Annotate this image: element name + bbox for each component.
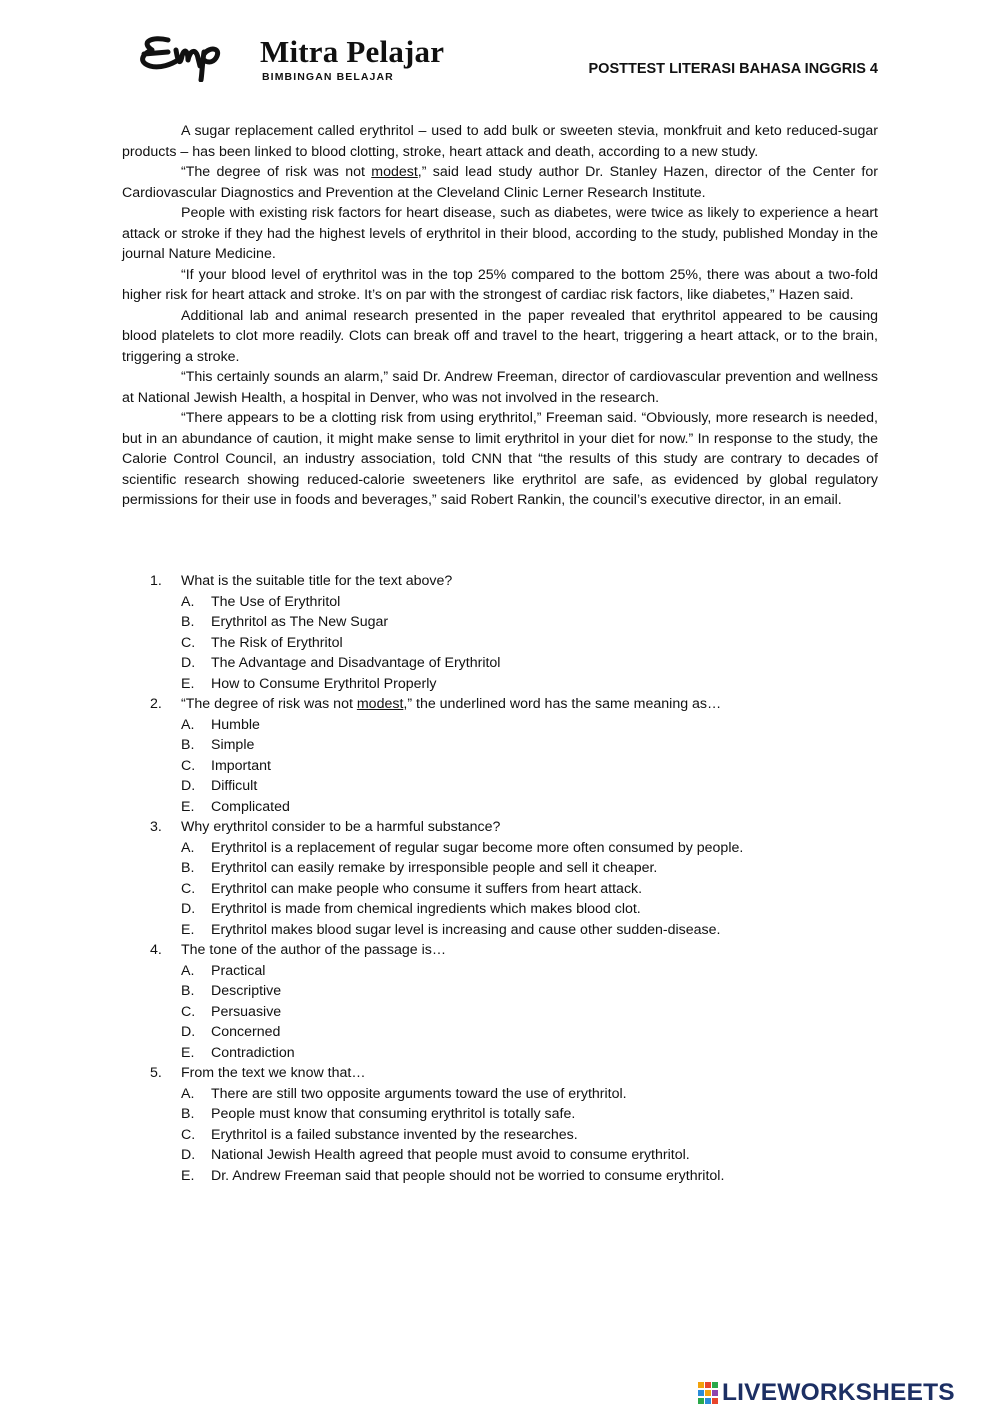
option-letter: B. xyxy=(181,860,195,876)
question-text-part: ,” the underlined word has the same meaning as… xyxy=(403,696,722,712)
answer-option[interactable] xyxy=(181,961,890,982)
option-text: Humble xyxy=(211,716,260,733)
logo-subtitle: BIMBINGAN BELAJAR xyxy=(262,71,394,83)
option-text: There are still two opposite arguments toward the use of erythritol. xyxy=(211,1085,627,1102)
answer-option[interactable] xyxy=(181,612,890,633)
answer-option[interactable] xyxy=(181,838,890,859)
answer-option[interactable] xyxy=(181,633,890,654)
option-letter: C. xyxy=(181,757,196,774)
option-text: Contradiction xyxy=(211,1044,295,1061)
liveworksheets-watermark[interactable] xyxy=(697,1379,993,1409)
option-text: Practical xyxy=(211,962,266,979)
option-text: Important xyxy=(211,757,271,774)
option-letter: E. xyxy=(181,1044,195,1061)
option-letter: C. xyxy=(181,634,196,651)
option-letter: A. xyxy=(181,962,195,979)
option-text: Concerned xyxy=(211,1024,281,1040)
passage-text: ,” said lead study author Dr. Stanley Hazen, director of the Center for Cardiovascular Diagnostics and Prevention at the Cleveland Clinic Lerner Research Institute. xyxy=(122,164,878,201)
question-number: 4. xyxy=(150,942,162,958)
liveworksheets-logo-icon xyxy=(697,1381,719,1405)
answer-option[interactable] xyxy=(181,858,890,879)
answer-option[interactable] xyxy=(181,674,890,695)
test-title: POSTTEST LITERASI BAHASA INGGRIS 4 xyxy=(588,61,878,77)
option-text: Dr. Andrew Freeman said that people should not be worried to consume erythritol. xyxy=(211,1167,725,1184)
question-number: 3. xyxy=(150,819,162,835)
option-letter: E. xyxy=(181,921,195,938)
option-letter: E. xyxy=(181,675,195,692)
answer-option[interactable] xyxy=(181,899,890,920)
answer-option[interactable] xyxy=(181,1145,890,1166)
option-letter: C. xyxy=(181,1126,196,1143)
option-letter: A. xyxy=(181,1085,195,1102)
option-text: Erythritol can easily remake by irresponsible people and sell it cheaper. xyxy=(211,860,658,876)
passage-paragraph: People with existing risk factors for heart disease, such as diabetes, were twice as likely to experience a heart attack or stroke if they had the highest levels of erythritol in their blood, according to the study, published Monday in the journal Nature Medicine. xyxy=(122,205,878,262)
reading-passage xyxy=(122,121,878,511)
option-letter: A. xyxy=(181,839,195,856)
underlined-word: modest xyxy=(371,164,418,180)
passage-paragraph xyxy=(122,162,878,203)
passage-paragraph: “There appears to be a clotting risk from using erythritol,” Freeman said. “Obviously, more research is needed, but in an abundance of caution, it might make sense to limit erythritol in your diet for now.” In response to the study, the Calorie Control Council, an industry association, told CNN that “the results of this study are contrary to decades of scientific research showing reduced-calorie sweeteners like erythritol are safe, as evidenced by global regulatory permissions for their use in foods and beverages,” said Robert Rankin, the council’s executive director, in an email. xyxy=(122,410,878,508)
option-text: The Risk of Erythritol xyxy=(211,634,343,651)
option-text: Erythritol can make people who consume it suffers from heart attack. xyxy=(211,880,643,897)
question-2 xyxy=(150,694,890,817)
answer-option[interactable] xyxy=(181,1043,890,1064)
option-letter: E. xyxy=(181,1167,195,1184)
answer-option[interactable] xyxy=(181,776,890,797)
option-letter: D. xyxy=(181,655,196,671)
question-number: 2. xyxy=(150,696,162,712)
option-letter: D. xyxy=(181,901,196,917)
emp-logo-mark-icon xyxy=(138,32,258,82)
option-text: Erythritol is a failed substance invented by the researches. xyxy=(211,1126,578,1143)
option-text: Descriptive xyxy=(211,983,282,999)
answer-option[interactable] xyxy=(181,981,890,1002)
option-letter: B. xyxy=(181,614,195,630)
answer-option[interactable] xyxy=(181,920,890,941)
option-text: Simple xyxy=(211,737,255,753)
option-text: Erythritol as The New Sugar xyxy=(211,614,389,630)
answer-option[interactable] xyxy=(181,1084,890,1105)
option-text: Complicated xyxy=(211,798,290,815)
question-list xyxy=(150,571,890,1186)
option-letter: B. xyxy=(181,983,195,999)
option-text: How to Consume Erythritol Properly xyxy=(211,675,437,692)
option-text: Persuasive xyxy=(211,1003,282,1020)
passage-text: “The degree of risk was not xyxy=(181,164,372,180)
answer-option[interactable] xyxy=(181,1104,890,1125)
option-letter: D. xyxy=(181,1024,196,1040)
answer-option[interactable] xyxy=(181,592,890,613)
question-1 xyxy=(150,571,890,694)
option-text: The Use of Erythritol xyxy=(211,593,341,610)
answer-option[interactable] xyxy=(181,879,890,900)
option-text: National Jewish Health agreed that people must avoid to consume erythritol. xyxy=(211,1147,690,1163)
option-letter: B. xyxy=(181,1106,195,1122)
option-letter: D. xyxy=(181,1147,196,1163)
option-text: People must know that consuming erythritol is totally safe. xyxy=(211,1106,576,1122)
option-text: The Advantage and Disadvantage of Erythritol xyxy=(211,655,501,671)
liveworksheets-brand: LIVEWORKSHEETS xyxy=(722,1379,955,1406)
passage-paragraph: A sugar replacement called erythritol – used to add bulk or sweeten stevia, monkfruit and keto reduced-sugar products – has been linked to blood clotting, stroke, heart attack and death, according to a new study. xyxy=(122,123,878,160)
question-3 xyxy=(150,817,890,940)
option-letter: B. xyxy=(181,737,195,753)
answer-option[interactable] xyxy=(181,715,890,736)
option-letter: D. xyxy=(181,778,196,794)
question-text xyxy=(181,694,890,715)
answer-option[interactable] xyxy=(181,1022,890,1043)
question-number: 5. xyxy=(150,1065,162,1081)
option-letter: E. xyxy=(181,798,195,815)
passage-paragraph: “This certainly sounds an alarm,” said Dr. Andrew Freeman, director of cardiovascular prevention and wellness at National Jewish Health, a hospital in Denver, who was not involved in the research. xyxy=(122,369,878,406)
question-text: From the text we know that… xyxy=(181,1065,366,1081)
passage-paragraph: “If your blood level of erythritol was in the top 25% compared to the bottom 25%, there was about a two-fold higher risk for heart attack and stroke. It’s on par with the strongest of cardiac risk factors, like diabetes,” Hazen said. xyxy=(122,266,878,303)
passage-paragraph: Additional lab and animal research presented in the paper revealed that erythritol appeared to be causing blood platelets to clot more readily. Clots can break off and travel to the heart, triggering a heart attack, or to the brain, triggering a stroke. xyxy=(122,307,878,365)
mitra-pelajar-logo xyxy=(138,30,445,90)
question-text: Why erythritol consider to be a harmful substance? xyxy=(181,819,501,835)
answer-option[interactable] xyxy=(181,653,890,674)
question-5 xyxy=(150,1063,890,1186)
question-number: 1. xyxy=(150,573,162,589)
underlined-word: modest xyxy=(356,696,404,712)
logo-title: Mitra Pelajar xyxy=(260,34,445,69)
answer-option[interactable] xyxy=(181,735,890,756)
option-letter: C. xyxy=(181,1003,196,1020)
option-letter: C. xyxy=(181,880,196,897)
option-text: Erythritol is a replacement of regular sugar become more often consumed by people. xyxy=(211,839,744,856)
option-letter: A. xyxy=(181,716,195,733)
option-text: Difficult xyxy=(211,778,258,794)
answer-option[interactable] xyxy=(181,797,890,818)
option-text: Erythritol makes blood sugar level is increasing and cause other sudden-disease. xyxy=(211,921,721,938)
question-text-part: “The degree of risk was not xyxy=(181,696,357,712)
option-letter: A. xyxy=(181,593,195,610)
answer-option[interactable] xyxy=(181,1002,890,1023)
answer-option[interactable] xyxy=(181,1125,890,1146)
question-4 xyxy=(150,940,890,1063)
question-text: The tone of the author of the passage is… xyxy=(181,942,447,958)
option-text: Erythritol is made from chemical ingredients which makes blood clot. xyxy=(211,901,641,917)
answer-option[interactable] xyxy=(181,756,890,777)
answer-option[interactable] xyxy=(181,1166,890,1187)
question-text: What is the suitable title for the text above? xyxy=(181,573,453,589)
